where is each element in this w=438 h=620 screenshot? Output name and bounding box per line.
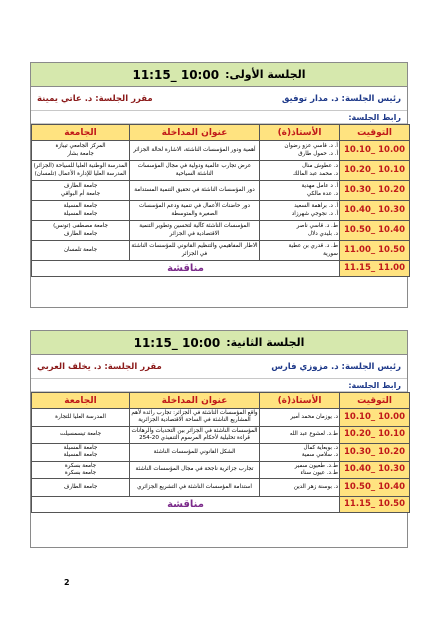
topic-cell: عرض تجارب عالمية ودولية في مجال المؤسسات الناشئة السياحية (130, 161, 260, 181)
time-cell: 10.40 _10.50 (340, 479, 410, 497)
topic-cell: دور حاضنات الأعمال في تنمية ودعم المؤسسات الصغيرة والمتوسطة (130, 201, 260, 221)
university-cell: جامعة الطارف جامعة أم البواقي (32, 181, 130, 201)
speaker-cell: ط. د. قاسي ناصر د. بليدي دلال (260, 221, 340, 241)
time-cell: 10.30 _10.40 (340, 201, 410, 221)
university-cell: المدرسة الوطنية العليا للسياحة (الجزائر) المدرسة العليا للإدارة الأعمال (تلمسان) (32, 161, 130, 181)
table-row (32, 201, 410, 221)
table-row (32, 181, 410, 201)
header-university: الجامعة (32, 393, 130, 409)
topic-cell: المؤسسات الناشئة كآلية لتحسين وتطوير التنمية الاقتصادية في الجزائر (130, 221, 260, 241)
page-number: 2 (64, 578, 70, 587)
table-row (32, 426, 410, 444)
session-1-chair: رئيس الجلسة: د. مدار توفيق (281, 93, 401, 104)
discussion-time: 10.50 _11.15 (340, 496, 410, 512)
discussion-row (32, 496, 410, 512)
session-1-label: الجلسة الأولى: (225, 68, 306, 81)
topic-cell: دور المؤسسات الناشئة في تحقيق التنمية المستدامة (130, 181, 260, 201)
topic-cell: الشكل القانوني للمؤسسات الناشئة (130, 444, 260, 462)
session-2-time: 10:00 _11:15 (133, 335, 221, 350)
university-cell: جامعة تلمسان (32, 241, 130, 261)
session-1-title (31, 63, 407, 87)
session-2-table (31, 392, 410, 513)
speaker-cell: ط. د. قدري بن عطية سورية (260, 241, 340, 261)
table-row (32, 161, 410, 181)
session-2-link[interactable]: رابط الجلسة: (31, 378, 407, 392)
session-1-table (31, 124, 410, 277)
discussion-time: 11.00 _11.15 (340, 261, 410, 277)
time-cell: 10.30 _10.40 (340, 461, 410, 479)
session-1 (30, 62, 408, 308)
university-cell: جامعة المسيلة جامعة المسيلة (32, 201, 130, 221)
session-2 (30, 330, 408, 548)
university-cell: جامعة تيسمسيلت (32, 426, 130, 444)
university-cell: جامعة المسيلة جامعة المسيلة (32, 444, 130, 462)
speaker-cell: أ. د. قاسي عزو رضوان أ. د. حمول طارق (260, 141, 340, 161)
university-cell: المدرسة العليا للتجارة (32, 409, 130, 427)
table-row (32, 221, 410, 241)
table-row (32, 141, 410, 161)
speaker-cell: د. بوبعاية كمال د. سلامي سمية (260, 444, 340, 462)
topic-cell: أهمية ودور المؤسسات الناشئة، الاشارة لحالة الجزائر (130, 141, 260, 161)
header-topic: عنوان المداخلة (130, 125, 260, 141)
university-cell: جامعة الطارف (32, 479, 130, 497)
table-row (32, 461, 410, 479)
time-cell: 10.00 _10.10 (340, 141, 410, 161)
session-2-chair: رئيس الجلسة: د. مزوزي فارس (271, 361, 401, 372)
time-cell: 10.50 _11.00 (340, 241, 410, 261)
speaker-cell: أ. د. براهمة السعيد أ. د. نجوجي شهرزاد (260, 201, 340, 221)
table-row (32, 479, 410, 497)
header-time: التوقيت (340, 393, 410, 409)
topic-cell: تجارب جزائرية ناجحة في مجال المؤسسات الناشئة (130, 461, 260, 479)
topic-cell: الاطار المفاهيمي والتنظيم القانوني للمؤسسات الناشئة في الجزائر (130, 241, 260, 261)
session-1-recorder: مقرر الجلسة: د. عاتي يمينة (37, 93, 153, 104)
header-university: الجامعة (32, 125, 130, 141)
speaker-cell: د. عطوش منال د. محمد عبد المالك (260, 161, 340, 181)
table-row (32, 409, 410, 427)
topic-cell: استدامة المؤسسات الناشئة في التشريع الجزائري (130, 479, 260, 497)
header-speaker: الأستاذ(ة) (260, 125, 340, 141)
table-row (32, 241, 410, 261)
discussion-label: مناقشة (32, 496, 340, 512)
speaker-cell: د. بوسنة زهر الدين (260, 479, 340, 497)
university-cell: جامعة مصطفى (تونس) جامعة الطارف (32, 221, 130, 241)
session-2-label: الجلسة الثانية: (226, 336, 305, 349)
session-2-title (31, 331, 407, 355)
session-2-recorder: مقرر الجلسة: د. يخلف العربي (37, 361, 162, 372)
table-row (32, 444, 410, 462)
session-1-chairs (31, 87, 407, 110)
header-time: التوقيت (340, 125, 410, 141)
topic-cell: واقع المؤسسات الناشئة في الجزائر: تجارب رائدة لأهم المشاريع الناشئة في الساحة الاقتصادية الجزائرية (130, 409, 260, 427)
speaker-cell: أ. د عامل مهدية د. عدة مالكي (260, 181, 340, 201)
time-cell: 10.10 _10.20 (340, 161, 410, 181)
time-cell: 10.40 _10.50 (340, 221, 410, 241)
header-speaker: الأستاذ(ة) (260, 393, 340, 409)
speaker-cell: ط.د. لعشوع عبد الله (260, 426, 340, 444)
speaker-cell: د. يوزمان محمد أمير (260, 409, 340, 427)
time-cell: 10.10 _10.20 (340, 426, 410, 444)
time-cell: 10.20 _10.30 (340, 444, 410, 462)
time-cell: 10.20 _10.30 (340, 181, 410, 201)
speaker-cell: ط.د. طعيون سمير ط.د. عيون سناء (260, 461, 340, 479)
discussion-row (32, 261, 410, 277)
university-cell: المركز الجامعي تيبازة جامعة بشار (32, 141, 130, 161)
session-2-chairs (31, 355, 407, 378)
header-topic: عنوان المداخلة (130, 393, 260, 409)
discussion-label: مناقشة (32, 261, 340, 277)
topic-cell: المؤسسات الناشئة في الجزائر بين التحديات والرهانات قراءة تحليلية لأحكام المرسوم التنفيذي 20-254 (130, 426, 260, 444)
session-1-time: 10:00 _11:15 (132, 67, 220, 82)
session-1-link[interactable]: رابط الجلسة: (31, 110, 407, 124)
time-cell: 10.00 _10.10 (340, 409, 410, 427)
university-cell: جامعة بسكرة جامعة بسكرة (32, 461, 130, 479)
